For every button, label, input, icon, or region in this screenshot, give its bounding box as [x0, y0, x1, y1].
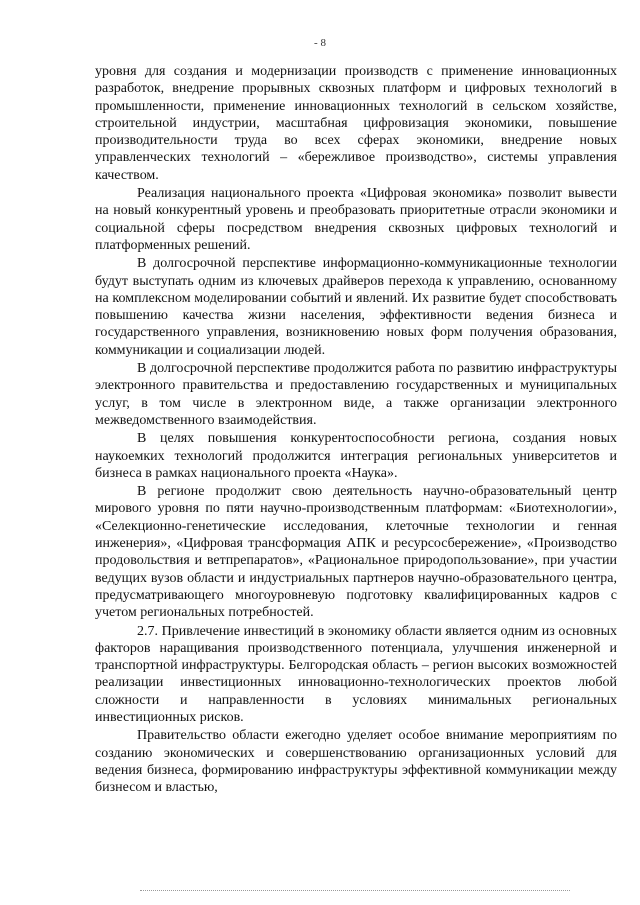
paragraph-research-center: В регионе продолжит свою деятельность научно-образовательный центр мирового уровня по пяти научно-производственным платформам: «Биотехнологии», «Селекционно-генетические исследования, клеточные технологии и генная инженерия», «Цифровая трансформация АПК и ресурсосбережение», «Производство продовольствия и ветпрепаратов», «Рациональное природопользование», при участии ведущих вузов области и индустриальных партнеров научно-образовательного центра, предусматривающего многоуровневую подготовку квалифицированных кадров с учетом региональных потребностей.	[95, 484, 617, 621]
paragraph-government-attention: Правительство области ежегодно уделяет особое внимание мероприятиям по созданию экономических и совершенствованию организационных условий для ведения бизнеса, формированию инфраструктуры эффективной коммуникации между бизнесом и властью,	[95, 728, 617, 796]
paragraph-continued: уровня для создания и модернизации производств с применение инновационных разработок, внедрение прорывных сквозных платформ и цифровых технологий в промышленности, применение инновационных технологий в сельском хозяйстве, строительной индустрии, масштабная цифровизация экономики, повышение производительности труда во всех сферах экономики, внедрение новых управленческих технологий – «бережливое производство», системы управления качеством.	[95, 64, 617, 183]
paragraph-e-government: В долгосрочной перспективе продолжится работа по развитию инфраструктуры электронного правительства и предоставлению государственных и муниципальных услуг, в том числе в электронном виде, а также организации электронного межведомственного взаимодействия.	[95, 361, 617, 428]
page-number: - 8	[314, 37, 326, 49]
paragraph-digital-economy: Реализация национального проекта «Цифровая экономика» позволит вывести на новый конкурентный уровень и преобразовать приоритетные отрасли экономики и социальной сферы посредством внедрения сквозных цифровых технологий и платформенных решений.	[95, 186, 617, 253]
document-body	[95, 63, 617, 797]
paragraph-investments: 2.7. Привлечение инвестиций в экономику области является одним из основных факторов наращивания производственного потенциала, улучшения инженерной и транспортной инфраструктуры. Белгородская область – регион высоких возможностей реализации инвестиционных инновационно-технологических проектов любой сложности и направленности в условиях минимальных региональных инвестиционных рисков.	[95, 623, 617, 725]
paragraph-ict-perspective: В долгосрочной перспективе информационно-коммуникационные технологии будут выступать одним из ключевых драйверов перехода к управлению, основанному на комплексном моделировании событий и явлений. Их развитие будет способствовать повышению качества жизни населения, эффективности ведения бизнеса и государственного управления, возникновению новых форм получения образования, коммуникации и социализации людей.	[95, 256, 617, 358]
paragraph-science-project: В целях повышения конкурентоспособности региона, создания новых наукоемких технологий продолжится интеграция региональных университетов и бизнеса в рамках национального проекта «Наука».	[95, 431, 617, 481]
footer-divider	[140, 890, 570, 891]
